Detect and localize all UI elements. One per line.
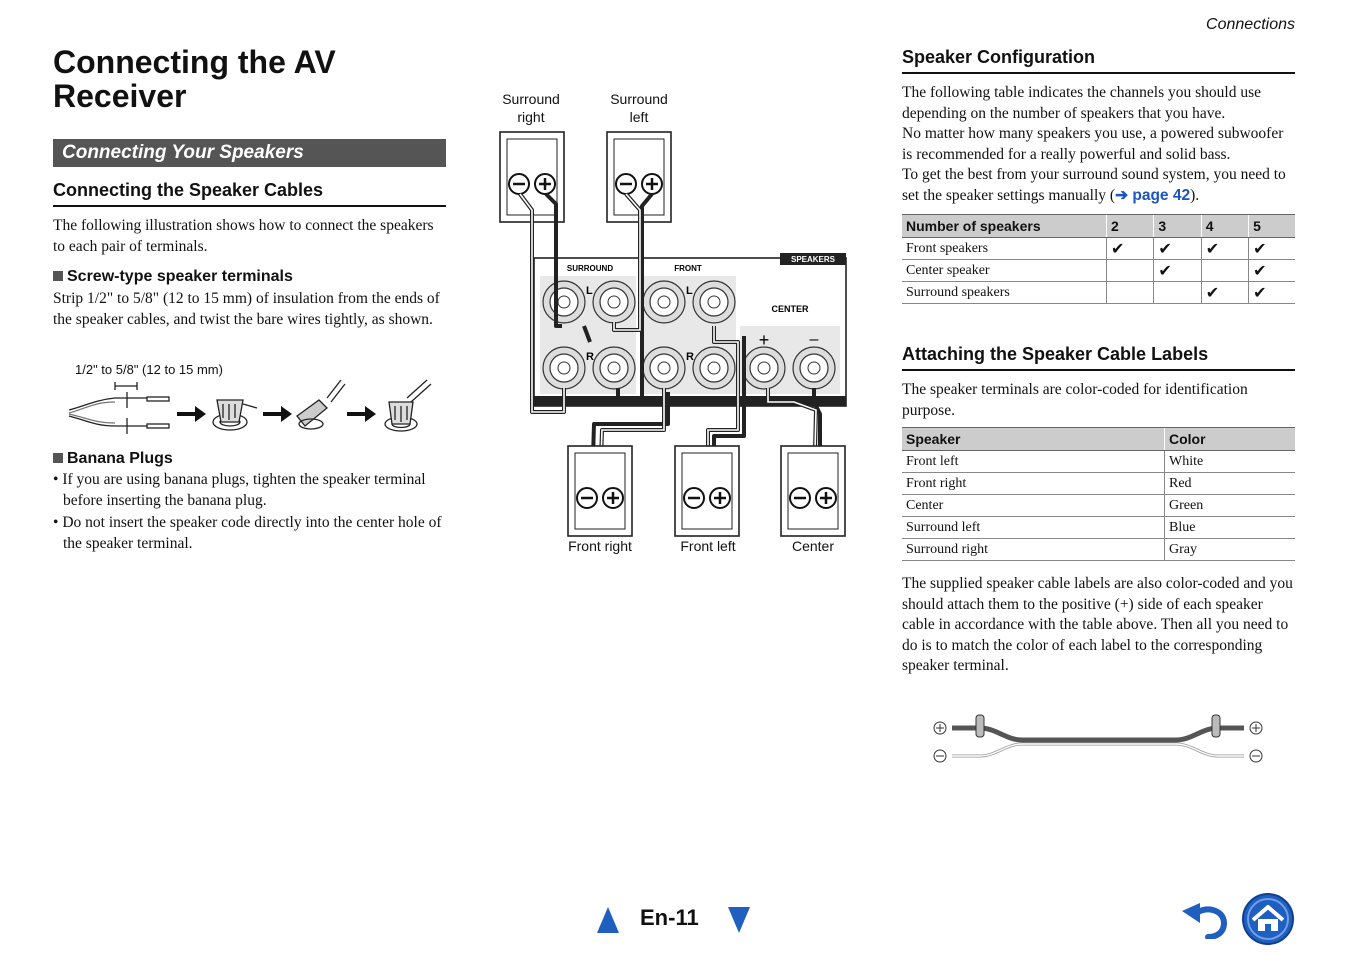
back-button[interactable] (1180, 897, 1230, 939)
strip-twist-illustration (65, 378, 445, 440)
cable-label-illustration (930, 710, 1266, 770)
cable-label-tag-icon (976, 715, 984, 737)
terminal-insert-icon (297, 380, 345, 429)
banana-bullet-1: • If you are using banana plugs, tighten the speaker terminal before inserting the banana plug. (53, 471, 426, 509)
right-column (902, 47, 1295, 677)
center-label: Center (791, 538, 835, 554)
terminal-tightened-icon (385, 380, 431, 431)
table-row: Front speakers ✔ ✔ ✔ ✔ (902, 238, 1295, 260)
svg-text:L: L (686, 285, 693, 297)
labels-p2: The supplied speaker cable labels are also color-coded and you should attach them to the positive (+) side of each speaker cable in accordance with the table above. Then all you need to do is to match the color of each label to the corresponding speaker terminal. (902, 575, 1293, 674)
table-header: Number of speakers (902, 215, 1107, 238)
terminal-icon (213, 400, 257, 430)
svg-text:–: – (809, 331, 819, 348)
banana-section (53, 450, 446, 554)
svg-text:L: L (586, 285, 593, 297)
strip-length-label: 1/2" to 5/8" (12 to 15 mm) (75, 362, 223, 377)
surround-right-label: Surround right (502, 91, 560, 125)
cables-intro: The following illustration shows how to connect the speakers to each pair of terminals. (53, 217, 434, 255)
table-header: Speaker (902, 428, 1165, 451)
config-heading: Speaker Configuration (902, 47, 1295, 74)
speaker-center-icon (781, 446, 845, 536)
square-bullet-icon (53, 453, 63, 463)
table-row: Surround left Blue (902, 517, 1295, 539)
cable-label-tag-icon (1212, 715, 1220, 737)
arrow-icon (347, 406, 376, 422)
home-button[interactable] (1241, 892, 1295, 946)
square-bullet-icon (53, 271, 63, 281)
svg-text:SURROUND: SURROUND (566, 264, 614, 273)
svg-text:R: R (586, 351, 594, 363)
front-left-label: Front left (680, 538, 736, 554)
config-p1: The following table indicates the channels you should use depending on the number of speakers that you have. (902, 84, 1261, 122)
section-label: Connections (1206, 16, 1295, 33)
banana-heading: Banana Plugs (53, 450, 446, 468)
speaker-front-right-icon (568, 446, 632, 536)
cable-color-table (902, 427, 1295, 561)
table-row: Center Green (902, 495, 1295, 517)
svg-text:FRONT: FRONT (674, 264, 702, 273)
labels-heading: Attaching the Speaker Cable Labels (902, 344, 1295, 371)
table-row: Surround speakers ✔ ✔ (902, 282, 1295, 304)
labels-p1: The speaker terminals are color-coded for identification purpose. (902, 381, 1248, 419)
subsection-heading: Connecting Your Speakers (53, 139, 446, 167)
page-number: En-11 (640, 905, 699, 930)
receiver-speaker-panel (534, 253, 846, 406)
svg-text:CENTER: CENTER (771, 304, 809, 314)
arrow-icon (263, 406, 292, 422)
next-page-button[interactable] (727, 905, 751, 935)
config-p3: To get the best from your surround sound system, you need to set the speaker settings manually (➔ page 42). (902, 166, 1286, 204)
front-right-label: Front right (568, 538, 632, 554)
config-p2: No matter how many speakers you use, a powered subwoofer is recommended for a really powerful and solid bass. (902, 125, 1284, 163)
table-row: Front left White (902, 451, 1295, 473)
left-column (53, 180, 446, 330)
previous-page-button[interactable] (596, 905, 620, 935)
table-header: 4 (1201, 215, 1248, 238)
table-row: Center speaker ✔ ✔ (902, 260, 1295, 282)
table-header: 3 (1154, 215, 1201, 238)
back-arrow-icon (1182, 903, 1224, 937)
screw-heading: Screw-type speaker terminals (53, 268, 446, 286)
table-row: Front right Red (902, 473, 1295, 495)
surround-left-label: Surround left (610, 91, 668, 125)
arrow-icon (177, 406, 206, 422)
table-row: Surround right Gray (902, 539, 1295, 561)
table-header: Color (1165, 428, 1296, 451)
table-header: 2 (1107, 215, 1154, 238)
svg-text:+: + (758, 330, 770, 350)
svg-text:R: R (686, 351, 694, 363)
table-header: 5 (1249, 215, 1295, 238)
speaker-config-table (902, 214, 1295, 304)
page-title: Connecting the AV Receiver (53, 44, 336, 114)
speaker-front-left-icon (675, 446, 739, 536)
cables-heading: Connecting the Speaker Cables (53, 180, 446, 207)
screw-text: Strip 1/2" to 5/8" (12 to 15 mm) of insulation from the ends of the speaker cables, and twist the bare wires tightly, as shown. (53, 290, 440, 328)
svg-text:SPEAKERS: SPEAKERS (790, 255, 836, 264)
banana-bullet-2: • Do not insert the speaker code directly into the center hole of the speaker terminal. (53, 514, 442, 552)
speaker-wiring-diagram (498, 130, 850, 538)
page-42-link[interactable]: ➔ page 42 (1115, 186, 1191, 204)
